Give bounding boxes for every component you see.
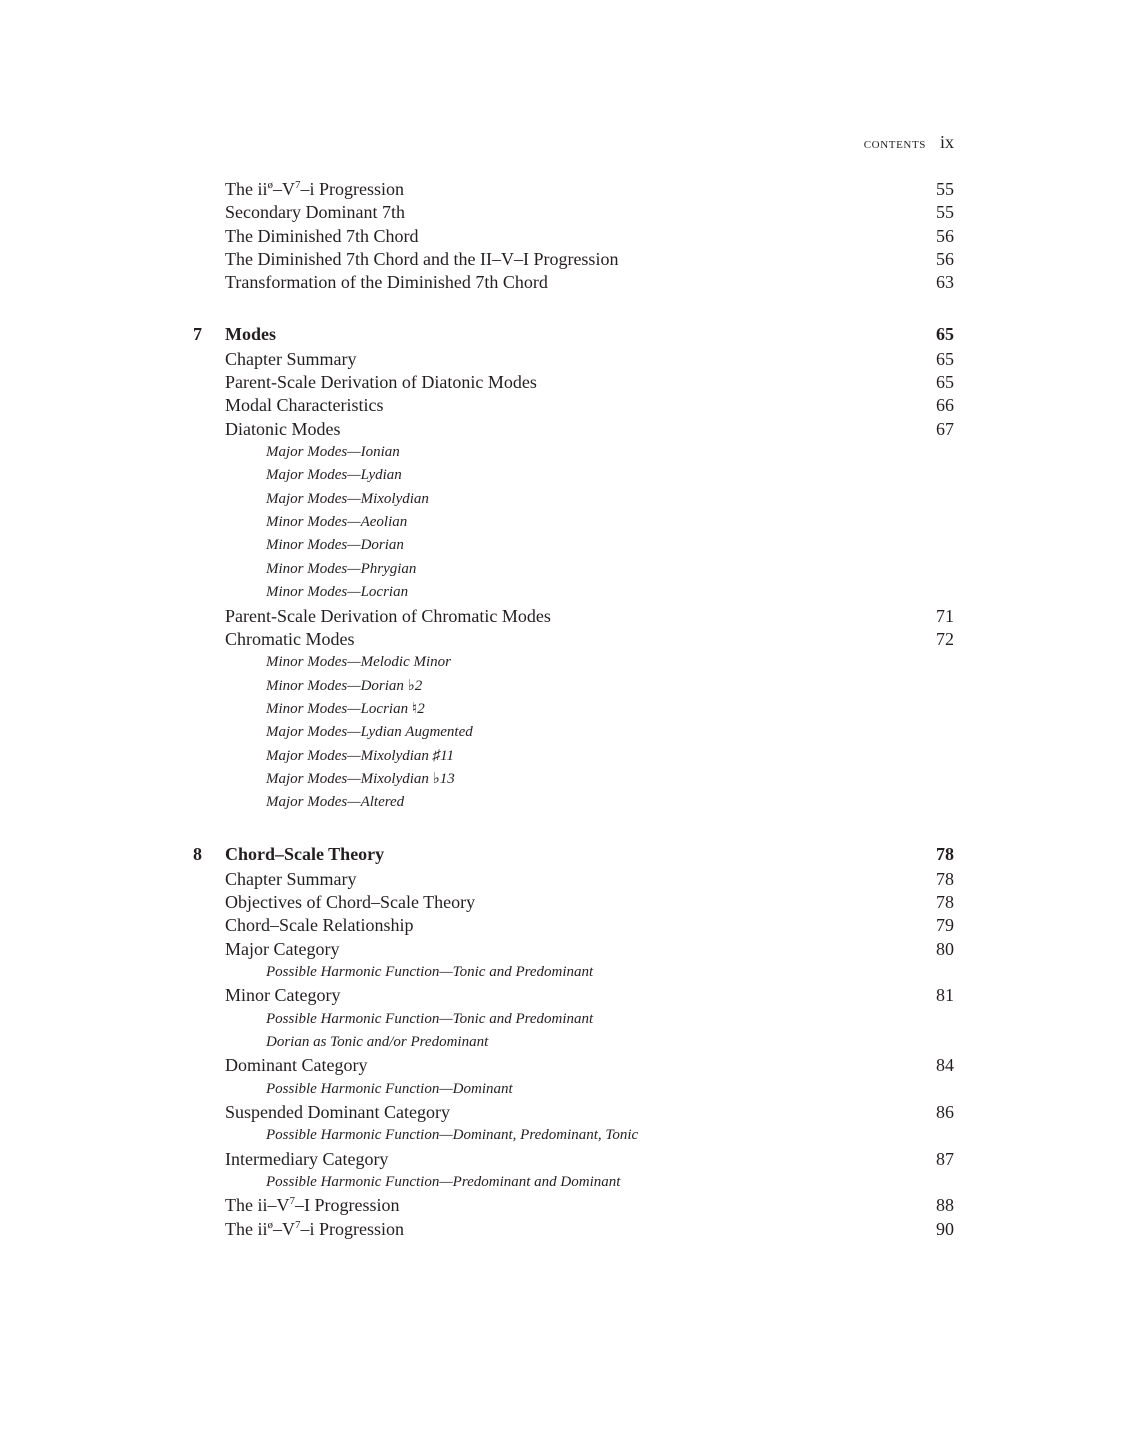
entry-page-number: 88 (936, 1195, 954, 1216)
title-text: –i Progression (300, 179, 404, 199)
toc-subsection-entry[interactable] (0, 1008, 1140, 1031)
toc-subsection-entry[interactable] (0, 441, 1140, 464)
toc-section-entry[interactable] (0, 1218, 1140, 1241)
toc-section-entry[interactable] (0, 891, 1140, 914)
toc-section-entry[interactable] (0, 394, 1140, 417)
title-text: The ii (225, 1218, 268, 1239)
toc-subsection-entry[interactable] (0, 745, 1140, 768)
title-superscript: 7 (295, 1218, 301, 1231)
toc-section-entry[interactable] (0, 225, 1140, 248)
entry-title: Chapter Summary (225, 868, 357, 889)
entry-page-number: 90 (936, 1218, 954, 1239)
entry-title: Minor Modes—Locrian (266, 584, 409, 601)
toc-subsection-entry[interactable] (0, 651, 1140, 674)
toc-subsection-entry[interactable] (0, 675, 1140, 698)
toc-subsection-entry[interactable] (0, 581, 1140, 604)
entry-title: Minor Modes—Locrian ♮2 (266, 700, 425, 717)
entry-title: Major Modes—Lydian Augmented (266, 724, 473, 741)
toc-section-entry[interactable] (0, 868, 1140, 891)
entry-page-number: 81 (936, 985, 954, 1006)
title-superscript: 7 (295, 179, 301, 191)
entry-page-number: 56 (936, 225, 954, 246)
toc-section-entry[interactable] (0, 371, 1140, 394)
toc-subsection-entry[interactable] (0, 721, 1140, 744)
entry-title: Modal Characteristics (225, 395, 384, 416)
entry-page-number: 63 (936, 272, 954, 293)
running-head-label: contents (863, 135, 926, 152)
chapter-number: 8 (193, 843, 202, 864)
title-text: The ii–V (225, 1195, 290, 1216)
title-text: –V (273, 179, 295, 199)
entry-page-number: 56 (936, 249, 954, 270)
entry-title: Secondary Dominant 7th (225, 202, 405, 223)
toc-section-entry[interactable] (0, 201, 1140, 224)
entry-page-number: 78 (936, 891, 954, 912)
entry-page-number: 55 (936, 202, 954, 223)
entry-title: Parent-Scale Derivation of Chromatic Modes (225, 605, 551, 626)
toc-section-entry[interactable] (0, 984, 1140, 1007)
entry-title: Major Modes—Mixolydian ♯11 (266, 747, 455, 764)
entry-title: Dominant Category (225, 1055, 368, 1076)
entry-page-number: 65 (936, 323, 954, 344)
entry-title: Possible Harmonic Function—Dominant, Predominant, Tonic (266, 1127, 639, 1144)
toc-chapter-entry[interactable] (0, 841, 1140, 868)
entry-page-number: 80 (936, 938, 954, 959)
toc-subsection-entry[interactable] (0, 1078, 1140, 1101)
toc-section-entry[interactable] (0, 178, 1140, 201)
entry-title: Minor Modes—Phrygian (266, 560, 417, 577)
entry-title: Modes (225, 323, 276, 344)
chapter-number: 7 (193, 323, 202, 344)
running-head (864, 131, 954, 155)
toc-subsection-entry[interactable] (0, 791, 1140, 814)
toc-subsection-entry[interactable] (0, 488, 1140, 511)
entry-title: Major Modes—Ionian (266, 444, 400, 461)
title-superscript: ø (267, 179, 273, 191)
entry-page-number: 78 (936, 843, 954, 864)
entry-title: Chord–Scale Relationship (225, 915, 414, 936)
entry-title: Minor Category (225, 985, 341, 1006)
entry-title: Chromatic Modes (225, 628, 355, 649)
toc-section-entry[interactable] (0, 248, 1140, 271)
entry-page-number: 79 (936, 915, 954, 936)
entry-page-number: 67 (936, 418, 954, 439)
toc-subsection-entry[interactable] (0, 1171, 1140, 1194)
title-text: –I Progression (295, 1195, 400, 1216)
entry-page-number: 78 (936, 868, 954, 889)
entry-title (225, 1218, 404, 1241)
entry-title: Diatonic Modes (225, 418, 341, 439)
entry-title: Chapter Summary (225, 348, 357, 369)
entry-title: Major Modes—Lydian (266, 467, 402, 484)
entry-title: Major Modes—Mixolydian (266, 490, 429, 507)
toc-subsection-entry[interactable] (0, 768, 1140, 791)
entry-title: Possible Harmonic Function—Tonic and Predominant (266, 963, 594, 980)
title-text: –V (273, 1218, 295, 1239)
entry-title: Suspended Dominant Category (225, 1102, 450, 1123)
toc-section-entry[interactable] (0, 348, 1140, 371)
entry-title: Minor Modes—Dorian ♭2 (266, 677, 423, 694)
entry-page-number: 71 (936, 605, 954, 626)
entry-title: Chord–Scale Theory (225, 843, 385, 864)
entry-page-number: 65 (936, 348, 954, 369)
toc-section-entry[interactable] (0, 1054, 1140, 1077)
entry-page-number: 65 (936, 372, 954, 393)
title-superscript: 7 (289, 1195, 295, 1208)
entry-title (225, 1194, 400, 1217)
toc-section-entry[interactable] (0, 938, 1140, 961)
title-text: The ii (225, 179, 268, 199)
toc-subsection-entry[interactable] (0, 534, 1140, 557)
toc-subsection-entry[interactable] (0, 511, 1140, 534)
title-text: –i Progression (300, 1218, 404, 1239)
entry-title: The Diminished 7th Chord (225, 225, 419, 246)
toc-section-entry[interactable] (0, 1148, 1140, 1171)
entry-title: Minor Modes—Aeolian (266, 514, 408, 531)
toc-section-entry[interactable] (0, 605, 1140, 628)
entry-page-number: 87 (936, 1148, 954, 1169)
entry-page-number: 84 (936, 1055, 954, 1076)
toc-subsection-entry[interactable] (0, 1124, 1140, 1147)
entry-title: Major Category (225, 938, 340, 959)
toc-subsection-entry[interactable] (0, 698, 1140, 721)
toc-subsection-entry[interactable] (0, 961, 1140, 984)
entry-title: Intermediary Category (225, 1148, 389, 1169)
toc-section-entry[interactable] (0, 914, 1140, 937)
entry-title: Objectives of Chord–Scale Theory (225, 891, 476, 912)
entry-title: Possible Harmonic Function—Tonic and Predominant (266, 1010, 594, 1027)
entry-page-number: 66 (936, 395, 954, 416)
toc-chapter-entry[interactable] (0, 321, 1140, 348)
toc-subsection-entry[interactable] (0, 464, 1140, 487)
toc-section-entry[interactable] (0, 1101, 1140, 1124)
toc-section-entry[interactable] (0, 418, 1140, 441)
entry-title: Major Modes—Mixolydian ♭13 (266, 770, 455, 787)
toc-subsection-entry[interactable] (0, 558, 1140, 581)
entry-page-number: 72 (936, 628, 954, 649)
toc-subsection-entry[interactable] (0, 1031, 1140, 1054)
title-superscript: ø (267, 1218, 273, 1231)
entry-title: Possible Harmonic Function—Predominant and Dominant (266, 1174, 621, 1191)
running-head-page-number: ix (939, 132, 954, 152)
entry-title: Possible Harmonic Function—Dominant (266, 1080, 513, 1097)
toc-section-entry[interactable] (0, 271, 1140, 294)
entry-title: Minor Modes—Dorian (266, 537, 404, 554)
entry-page-number: 55 (936, 179, 954, 199)
entry-title: The Diminished 7th Chord and the II–V–I Progression (225, 249, 619, 270)
entry-title (225, 178, 404, 201)
toc-section-entry[interactable] (0, 1194, 1140, 1217)
entry-title: Transformation of the Diminished 7th Chord (225, 272, 548, 293)
toc-section-entry[interactable] (0, 628, 1140, 651)
entry-title: Parent-Scale Derivation of Diatonic Modes (225, 372, 537, 393)
entry-title: Dorian as Tonic and/or Predominant (266, 1034, 489, 1050)
table-of-contents (0, 178, 1140, 1241)
entry-title: Major Modes—Altered (266, 794, 405, 811)
entry-page-number: 86 (936, 1102, 954, 1123)
entry-title: Minor Modes—Melodic Minor (266, 654, 451, 671)
